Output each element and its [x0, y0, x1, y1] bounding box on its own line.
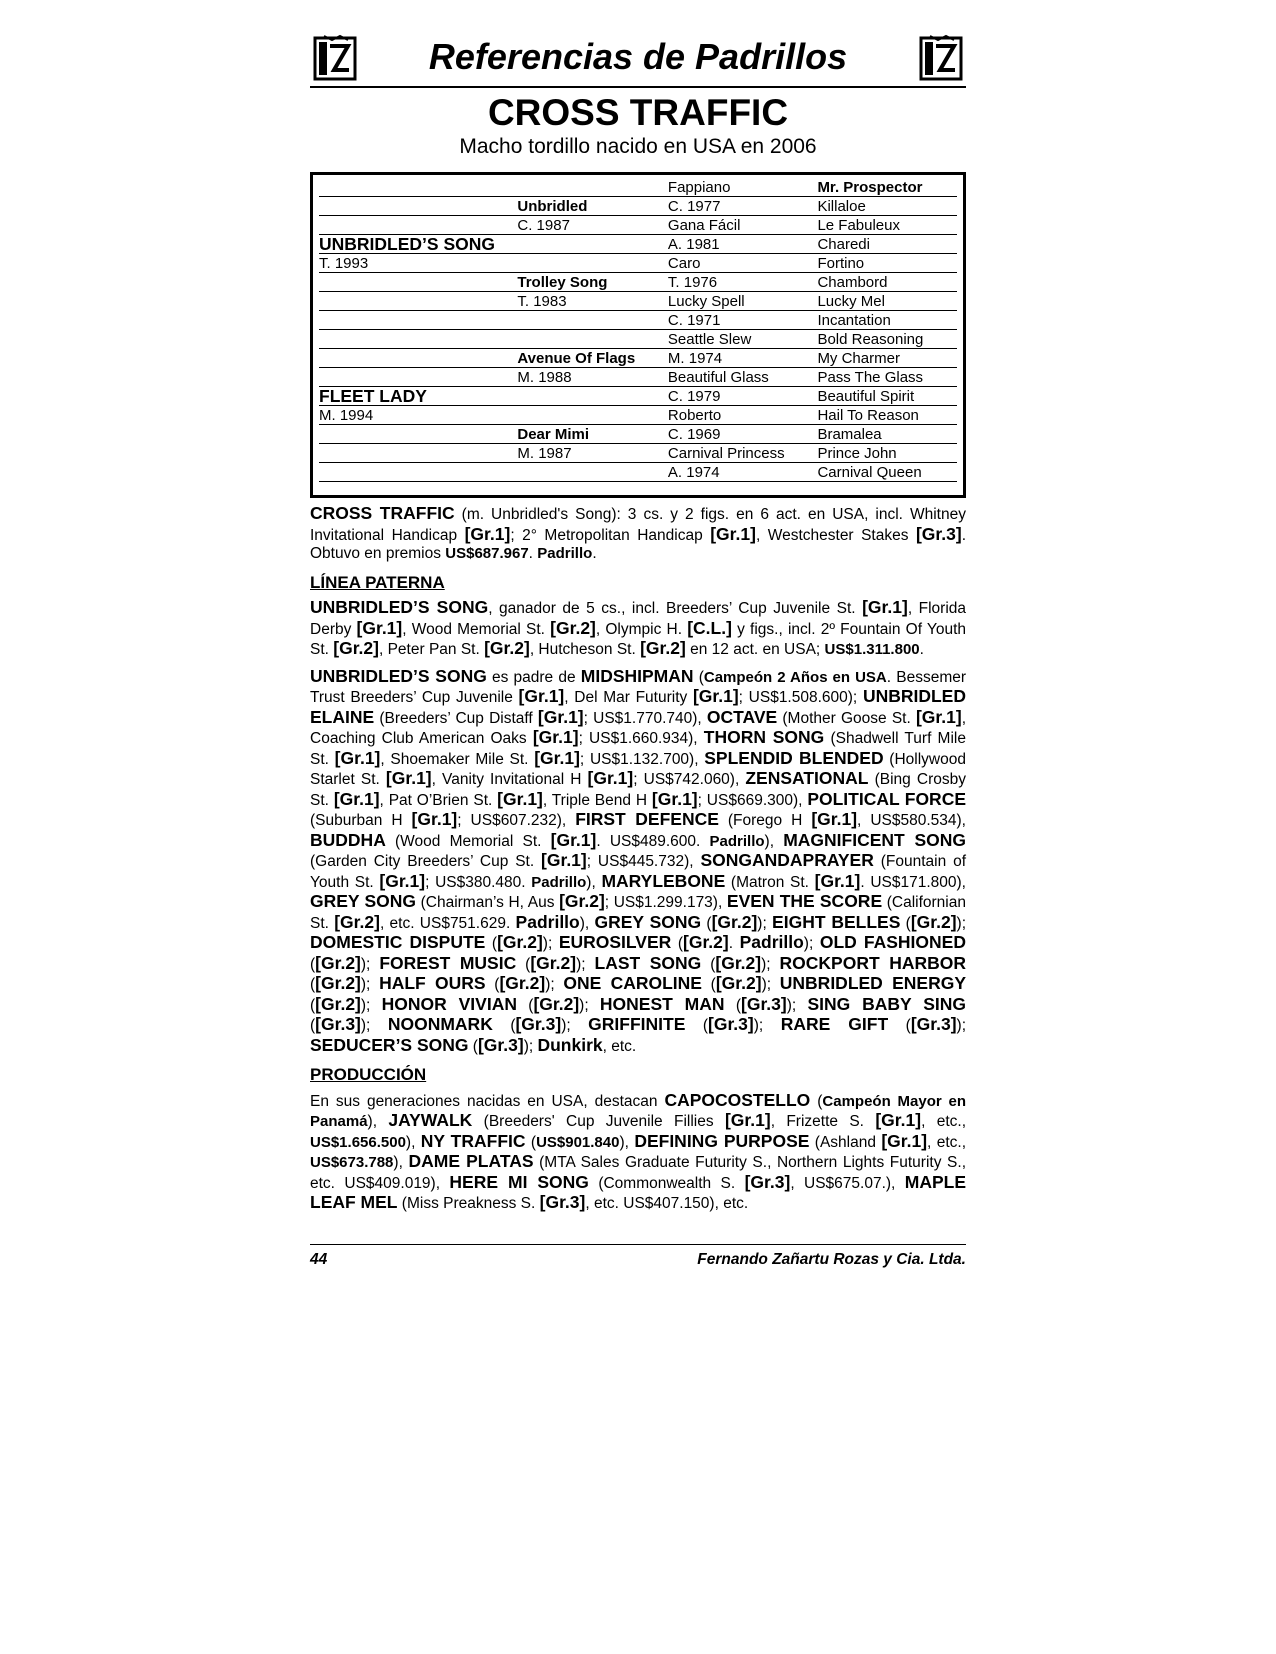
pedigree-cell: My Charmer	[817, 349, 957, 368]
grade-badge: [Gr.1]	[497, 788, 543, 809]
horse-name-ref: EIGHT BELLES	[772, 911, 901, 932]
horse-name-ref: HONOR VIVIAN	[381, 993, 517, 1014]
grade-badge: [Gr.3]	[315, 1014, 361, 1034]
horse-name-ref: SONGANDAPRAYER	[700, 850, 874, 870]
grade-badge: [Gr.1]	[411, 809, 458, 829]
horse-name-ref: SEDUCER’S SONG	[310, 1034, 469, 1055]
pedigree-cell: M. 1988	[517, 368, 668, 387]
grade-badge: [Gr.3]	[741, 993, 787, 1014]
bold-value: US$1.311.800	[824, 641, 920, 658]
intro-paragraph: CROSS TRAFFIC (m. Unbridled's Song): 3 cs. y 2 figs. en 6 act. en USA, incl. Whitney Invitational Handicap [Gr.1]; 2° Metropolitan Handicap [Gr.1], Westchester Stakes [Gr.3]. Obtuvo en premios US$687.967. Padrillo.	[310, 503, 967, 562]
grade-badge: [Gr.3]	[477, 1034, 524, 1055]
pedigree-cell	[319, 178, 517, 197]
horse-name-ref: UNBRIDLED’S SONG	[310, 597, 489, 617]
horse-name-ref: CAPOCOSTELLO	[664, 1089, 811, 1110]
bold-value: Campeón 2 Años en USA	[703, 668, 887, 686]
pedigree-cell	[517, 330, 668, 349]
grade-badge: [Gr.2]	[533, 993, 580, 1014]
grade-badge: [Gr.2]	[497, 932, 543, 952]
grade-badge: [Gr.1]	[334, 747, 381, 768]
pedigree-cell: T. 1993	[319, 254, 517, 273]
pedigree-cell: Caro	[668, 254, 818, 273]
grade-badge: [Gr.2]	[499, 973, 546, 993]
bold-value: US$673.788	[310, 1154, 394, 1171]
z-crest-logo-icon	[918, 34, 964, 82]
linea-paragraph-2: UNBRIDLED’S SONG es padre de MIDSHIPMAN (Campeón 2 Años en USA. Bessemer Trust Breeders’ Cup Juvenile [Gr.1], Del Mar Futurity [Gr.1]; US$1.508.600); UNBRIDLED ELAINE (Breeders’ Cup Distaff [Gr.1]; US$1.770.740), OCTAVE (Mother Goose St. [Gr.1], Coaching Club American Oaks [Gr.1]; US$1.660.934), THORN SONG (Shadwell Turf Mile St. [Gr.1], Shoemaker Mile St. [Gr.1]; US$1.132.700), SPLENDID BLENDED (Hollywood Starlet St. [Gr.1], Vanity Invitational H [Gr.1]; US$742.060), ZENSATIONAL (Bing Crosby St. [Gr.1], Pat O’Brien St. [Gr.1], Triple Bend H [Gr.1]; US$669.300), POLITICAL FORCE (Suburban H [Gr.1]; US$607.232), FIRST DEFENCE (Forego H [Gr.1], US$580.534), BUDDHA (Wood Memorial St. [Gr.1]. US$489.600. Padrillo), MAGNIFICENT SONG (Garden City Breeders’ Cup St. [Gr.1]; US$445.732), SONGANDAPRAYER (Fountain of Youth St. [Gr.1]; US$380.480. Padrillo), MARYLEBONE (Matron St. [Gr.1]. US$171.800), GREY SONG (Chairman’s H, Aus [Gr.2]; US$1.299.173), EVEN THE SCORE (Californian St. [Gr.2], etc. US$751.629. Padrillo), GREY SONG ([Gr.2]); EIGHT BELLES ([Gr.2]); DOMESTIC DISPUTE ([Gr.2]); EUROSILVER ([Gr.2]. Padrillo); OLD FASHIONED ([Gr.2]); FOREST MUSIC ([Gr.2]); LAST SONG ([Gr.2]); ROCKPORT HARBOR ([Gr.2]); HALF OURS ([Gr.2]); ONE CAROLINE ([Gr.2]); UNBRIDLED ENERGY ([Gr.2]); HONOR VIVIAN ([Gr.2]); HONEST MAN ([Gr.3]); SING BABY SING ([Gr.3]); NOONMARK ([Gr.3]); GRIFFINITE ([Gr.3]); RARE GIFT ([Gr.3]); SEDUCER’S SONG ([Gr.3]); Dunkirk, etc.	[310, 665, 967, 1055]
pedigree-cell: Prince John	[817, 444, 957, 463]
pedigree-cell: C. 1971	[668, 311, 818, 330]
horse-name-ref: OCTAVE	[706, 706, 778, 727]
grade-badge: [Gr.1]	[814, 870, 861, 891]
grade-badge: [Gr.3]	[515, 1014, 562, 1034]
pedigree-cell: Mr. Prospector	[817, 178, 957, 197]
pedigree-row	[319, 178, 957, 197]
pedigree-cell: Chambord	[817, 273, 957, 292]
pedigree-row	[319, 425, 957, 444]
horse-name-ref: CROSS TRAFFIC	[310, 503, 455, 523]
grade-badge: [Gr.1]	[550, 829, 597, 850]
body-text	[310, 504, 966, 1214]
pedigree-cell	[319, 216, 517, 235]
pedigree-cell: Trolley Song	[517, 273, 668, 292]
pedigree-cell	[319, 368, 517, 387]
horse-name-ref: MIDSHIPMAN	[580, 665, 694, 686]
pedigree-cell: Carnival Queen	[817, 463, 957, 482]
grade-badge: [Gr.2]	[715, 973, 762, 993]
pedigree-row	[319, 254, 957, 273]
horse-name-ref: MAGNIFICENT SONG	[783, 829, 966, 850]
horse-name-ref: GRIFFINITE	[588, 1014, 686, 1034]
pedigree-cell	[517, 235, 668, 254]
horse-name-ref: LAST SONG	[594, 952, 702, 973]
pedigree-cell: Hail To Reason	[817, 406, 957, 425]
horse-name-ref: FIRST DEFENCE	[575, 809, 719, 829]
horse-name-ref: Padrillo	[515, 911, 580, 932]
pedigree-rows	[319, 178, 957, 482]
horse-name-ref: GREY SONG	[310, 891, 416, 911]
grade-badge: [Gr.2]	[530, 952, 577, 973]
pedigree-cell: Gana Fácil	[668, 216, 818, 235]
horse-name-ref: EUROSILVER	[558, 932, 672, 952]
pedigree-cell: Bold Reasoning	[817, 330, 957, 349]
grade-badge: [Gr.1]	[651, 788, 698, 809]
horse-name-ref: DAME PLATAS	[408, 1151, 534, 1171]
pedigree-cell	[517, 178, 668, 197]
pedigree-cell: Le Fabuleux	[817, 216, 957, 235]
horse-name-ref: HALF OURS	[379, 973, 486, 993]
pedigree-cell	[517, 311, 668, 330]
grade-badge: [Gr.3]	[708, 1014, 754, 1034]
grade-badge: [Gr.2]	[315, 973, 361, 993]
page-header	[310, 30, 966, 88]
grade-badge: [Gr.2]	[715, 952, 762, 973]
pedigree-cell: C. 1979	[668, 387, 818, 406]
grade-badge: [Gr.1]	[518, 686, 565, 706]
pedigree-row	[319, 406, 957, 425]
horse-name-ref: DOMESTIC DISPUTE	[310, 932, 486, 952]
horse-name-ref: ZENSATIONAL	[745, 768, 869, 788]
bold-value: US$687.967	[445, 545, 529, 562]
horse-name-ref: NY TRAFFIC	[420, 1130, 526, 1151]
grade-badge: [Gr.1]	[534, 747, 580, 768]
pedigree-row	[319, 349, 957, 368]
linea-paragraph-1: UNBRIDLED’S SONG, ganador de 5 cs., incl. Breeders’ Cup Juvenile St. [Gr.1], Florida Derby [Gr.1], Wood Memorial St. [Gr.2], Olympic H. [C.L.] y figs., incl. 2º Fountain Of Youth St. [Gr.2], Peter Pan St. [Gr.2], Hutcheson St. [Gr.2] en 12 act. en USA; US$1.311.800.	[310, 597, 967, 658]
pedigree-row	[319, 273, 957, 292]
grade-badge: [Gr.1]	[881, 1130, 928, 1151]
section-title-produccion: PRODUCCIÓN	[310, 1065, 427, 1084]
pedigree-cell	[319, 330, 517, 349]
pedigree-cell: Fappiano	[668, 178, 818, 197]
pedigree-cell: Avenue Of Flags	[517, 349, 668, 368]
horse-name: CROSS TRAFFIC	[487, 92, 789, 133]
pedigree-cell: Dear Mimi	[517, 425, 668, 444]
pedigree-cell: C. 1987	[517, 216, 668, 235]
pedigree-cell	[319, 425, 517, 444]
grade-badge: [Gr.1]	[875, 1110, 922, 1130]
page-footer	[310, 1244, 966, 1269]
grade-badge: [Gr.1]	[541, 850, 587, 870]
grade-badge: [Gr.1]	[692, 686, 739, 706]
horse-name-ref: MARYLEBONE	[601, 870, 726, 891]
grade-badge: [Gr.2]	[910, 911, 957, 932]
page	[310, 30, 966, 1221]
pedigree-cell: A. 1974	[668, 463, 818, 482]
pedigree-cell: Incantation	[817, 311, 957, 330]
company-name: Fernando Zañartu Rozas y Cia. Ltda.	[697, 1251, 966, 1268]
pedigree-cell: Charedi	[817, 235, 957, 254]
horse-name-ref: SPLENDID BLENDED	[704, 747, 884, 768]
pedigree-cell	[319, 273, 517, 292]
horse-name-ref: NOONMARK	[387, 1014, 493, 1034]
bold-value: Campeón Mayor en Panamá	[310, 1092, 967, 1130]
horse-name-ref: GREY SONG	[594, 911, 702, 932]
horse-name-ref: HONEST MAN	[599, 993, 725, 1014]
pedigree-cell: Beautiful Glass	[668, 368, 818, 387]
grade-badge: [Gr.2]	[484, 638, 530, 658]
horse-name-ref: DEFINING PURPOSE	[634, 1130, 810, 1151]
page-number: 44	[310, 1251, 328, 1268]
pedigree-cell	[319, 197, 517, 216]
pedigree-cell	[319, 311, 517, 330]
produccion-paragraph: En sus generaciones nacidas en USA, destacan CAPOCOSTELLO (Campeón Mayor en Panamá), JAYWALK (Breeders' Cup Juvenile Fillies [Gr.1], Frizette S. [Gr.1], etc., US$1.656.500), NY TRAFFIC (US$901.840), DEFINING PURPOSE (Ashland [Gr.1], etc., US$673.788), DAME PLATAS (MTA Sales Graduate Futurity S., Northern Lights Futurity S., etc. US$409.019), HERE MI SONG (Commonwealth S. [Gr.3], US$675.07.), MAPLE LEAF MEL (Miss Preakness S. [Gr.3], etc. US$407.150), etc.	[310, 1089, 967, 1212]
pedigree-row	[319, 387, 957, 406]
horse-name-ref: Padrillo	[739, 932, 804, 952]
pedigree-row	[319, 311, 957, 330]
grade-badge: [Gr.3]	[915, 523, 962, 544]
grade-badge: [Gr.1]	[532, 727, 579, 747]
horse-name-ref: OLD FASHIONED	[819, 932, 966, 952]
horse-name-ref: ONE CAROLINE	[563, 973, 702, 993]
horse-name-ref: FOREST MUSIC	[379, 952, 517, 973]
grade-badge: [Gr.1]	[915, 706, 962, 727]
pedigree-row	[319, 235, 957, 254]
pedigree-cell: C. 1969	[668, 425, 818, 444]
pedigree-cell: Seattle Slew	[668, 330, 818, 349]
pedigree-cell: C. 1977	[668, 197, 818, 216]
bold-value: Padrillo	[537, 545, 593, 562]
horse-name-ref: JAYWALK	[388, 1110, 473, 1130]
grade-badge: [Gr.2]	[711, 911, 758, 932]
bold-value: US$901.840	[536, 1133, 620, 1151]
grade-badge: [Gr.3]	[910, 1014, 957, 1034]
section-title-linea-paterna: LÍNEA PATERNA	[310, 572, 445, 592]
horse-name-ref: MAPLE LEAF MEL	[310, 1171, 966, 1212]
pedigree-cell: Lucky Spell	[668, 292, 818, 311]
pedigree-cell: FLEET LADY	[319, 387, 517, 406]
horse-name-ref: ROCKPORT HARBOR	[779, 952, 966, 973]
horse-name-ref: RARE GIFT	[780, 1014, 889, 1034]
grade-badge: [Gr.2]	[315, 952, 361, 973]
pedigree-cell: Fortino	[817, 254, 957, 273]
grade-badge: [Gr.1]	[333, 788, 380, 809]
pedigree-cell	[319, 349, 517, 368]
horse-name-ref: Dunkirk	[537, 1034, 603, 1055]
horse-name-ref: THORN SONG	[703, 727, 825, 747]
grade-badge: [Gr.2]	[559, 891, 605, 911]
bold-value: Padrillo	[709, 832, 765, 850]
grade-badge: [Gr.2]	[315, 993, 361, 1014]
pedigree-cell: Bramalea	[817, 425, 957, 444]
pedigree-cell	[517, 387, 668, 406]
pedigree-cell	[319, 292, 517, 311]
pedigree-row	[319, 368, 957, 387]
pedigree-cell: Carnival Princess	[668, 444, 818, 463]
grade-badge: [Gr.1]	[537, 706, 584, 727]
pedigree-cell: A. 1981	[668, 235, 818, 254]
pedigree-cell: Pass The Glass	[817, 368, 957, 387]
pedigree-cell	[517, 463, 668, 482]
grade-badge: [Gr.3]	[744, 1171, 791, 1192]
grade-badge: [Gr.2]	[683, 932, 729, 952]
grade-badge: [Gr.1]	[587, 768, 634, 788]
pedigree-cell	[517, 406, 668, 425]
grade-badge: [Gr.1]	[710, 523, 756, 544]
pedigree-cell: T. 1976	[668, 273, 818, 292]
pedigree-row	[319, 216, 957, 235]
pedigree-cell: Unbridled	[517, 197, 668, 216]
pedigree-cell: M. 1994	[319, 406, 517, 425]
pedigree-cell: Roberto	[668, 406, 818, 425]
grade-badge: [Gr.1]	[379, 870, 426, 891]
grade-badge: [Gr.1]	[724, 1110, 771, 1130]
pedigree-table	[310, 172, 966, 498]
grade-badge: [Gr.2]	[334, 911, 380, 932]
pedigree-cell: T. 1983	[517, 292, 668, 311]
grade-badge: [Gr.1]	[385, 768, 432, 788]
bold-value: Padrillo	[531, 873, 587, 891]
horse-name-ref: SING BABY SING	[807, 993, 967, 1014]
grade-badge: [Gr.1]	[811, 809, 858, 829]
pedigree-cell: Lucky Mel	[817, 292, 957, 311]
grade-badge: [Gr.1]	[464, 523, 511, 544]
grade-badge: [Gr.2]	[640, 638, 686, 658]
grade-badge: [Gr.1]	[862, 597, 908, 617]
grade-badge: [Gr.2]	[550, 617, 596, 638]
bold-value: US$1.656.500	[310, 1133, 406, 1151]
grade-badge: [C.L.]	[687, 617, 732, 638]
pedigree-cell: Beautiful Spirit	[817, 387, 957, 406]
horse-name-ref: UNBRIDLED’S SONG	[310, 665, 487, 686]
pedigree-cell: M. 1974	[668, 349, 818, 368]
grade-badge: [Gr.3]	[539, 1192, 586, 1212]
z-crest-logo-icon	[312, 34, 358, 82]
pedigree-row	[319, 463, 957, 482]
horse-subtitle: Macho tordillo nacido en USA en 2006	[459, 135, 817, 158]
horse-name-ref: POLITICAL FORCE	[807, 788, 967, 809]
header-title: Referencias de Padrillos	[428, 36, 848, 77]
horse-name-ref: UNBRIDLED ENERGY	[779, 973, 966, 993]
horse-name-ref: EVEN THE SCORE	[726, 891, 883, 911]
pedigree-cell: UNBRIDLED’S SONG	[319, 235, 517, 254]
horse-name-ref: UNBRIDLED ELAINE	[310, 686, 966, 727]
pedigree-row	[319, 292, 957, 311]
horse-name-ref: HERE MI SONG	[449, 1171, 589, 1192]
grade-badge: [Gr.2]	[333, 638, 379, 658]
pedigree-row	[319, 444, 957, 463]
pedigree-cell	[517, 254, 668, 273]
pedigree-cell: Killaloe	[817, 197, 957, 216]
pedigree-row	[319, 330, 957, 349]
pedigree-cell: M. 1987	[517, 444, 668, 463]
pedigree-cell	[319, 463, 517, 482]
horse-name-ref: BUDDHA	[310, 829, 386, 850]
pedigree-row	[319, 197, 957, 216]
grade-badge: [Gr.1]	[356, 617, 403, 638]
pedigree-cell	[319, 444, 517, 463]
